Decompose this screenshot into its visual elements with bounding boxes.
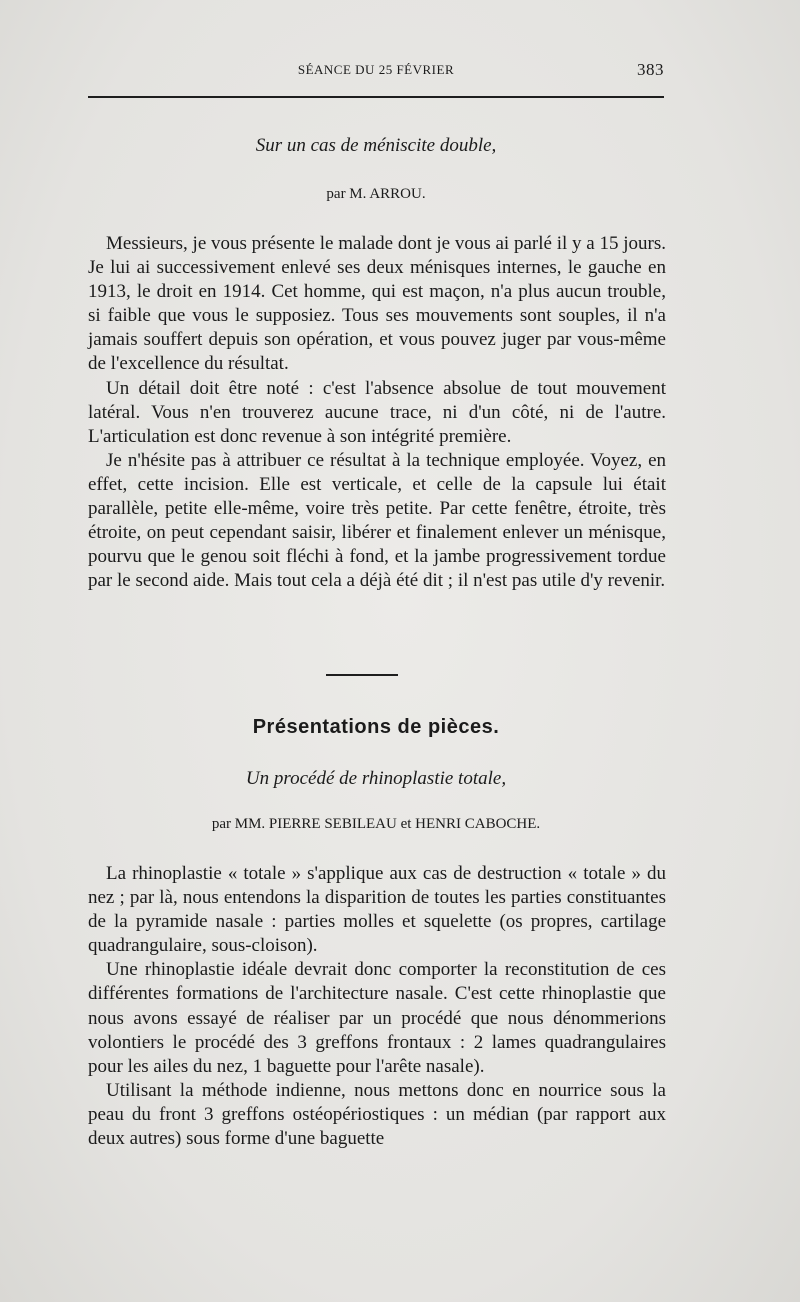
paragraph: La rhinoplastie « totale » s'applique aux cas de destruction « totale » du nez ; par là, nous entendons la disparition de toutes les parties constituantes de la pyramide nasale : parties molles et squelette (os propres, cartilage quadrangulaire, sous-cloison).	[88, 863, 666, 957]
page-number: 383	[637, 60, 664, 79]
paragraph: Une rhinoplastie idéale devrait donc comporter la reconstitution de ces différentes formations de l'architecture nasale. C'est cette rhinoplastie que nous avons essayé de réaliser par un procédé que nous dénommerions volontiers le procédé des 3 greffons frontaux : 2 lames quadrangulaires pour les ailes du nez, 1 baguette pour l'arête nasale).	[88, 959, 666, 1077]
article-title: Un procédé de rhinoplastie totale,	[245, 768, 507, 789]
running-header	[88, 62, 664, 84]
article-byline: par MM. PIERRE SEBILEAU et HENRI CABOCHE.	[211, 816, 541, 832]
section-heading: Présentations de pièces.	[252, 716, 500, 738]
article-body	[88, 232, 666, 593]
paragraph: Un détail doit être noté : c'est l'absence absolue de tout mouvement latéral. Vous n'en trouverez aucune trace, ni d'un côté, ni de l'autre. L'articulation est donc revenue à son intégrité première.	[88, 377, 666, 447]
article-byline: par M. ARROU.	[326, 186, 426, 202]
running-header-title: SÉANCE DU 25 FÉVRIER	[297, 62, 455, 77]
paragraph: Messieurs, je vous présente le malade dont je vous ai parlé il y a 15 jours. Je lui ai successivement enlevé ses deux ménisques internes, le gauche en 1913, le droit en 1914. Cet homme, qui est maçon, n'a plus aucun trouble, si faible que vous le supposiez. Tous ses mouvements sont souples, il n'a jamais souffert depuis son opération, et vous pouvez juger par vous-même de l'excellence du résultat.	[88, 233, 666, 375]
paragraph: Je n'hésite pas à attribuer ce résultat à la technique employée. Voyez, en effet, cette incision. Elle est verticale, et celle de la capsule lui était parallèle, petite elle-même, voire très petite. Par cette fenêtre, étroite, très étroite, on peut cependant saisir, libérer et finalement enlever un ménisque, pourvu que le genou soit fléchi à fond, et la jambe progressivement tordue par le second aide. Mais tout cela a déjà été dit ; il n'est pas utile d'y revenir.	[88, 449, 666, 592]
header-rule	[88, 96, 664, 98]
paragraph: Utilisant la méthode indienne, nous mettons donc en nourrice sous la peau du front 3 greffons ostéopériostiques : un médian (par rapport aux deux autres) sous forme d'une baguette	[88, 1079, 666, 1150]
article-title: Sur un cas de méniscite double,	[255, 135, 497, 156]
section-separator	[326, 674, 398, 676]
article-body	[88, 862, 666, 1151]
